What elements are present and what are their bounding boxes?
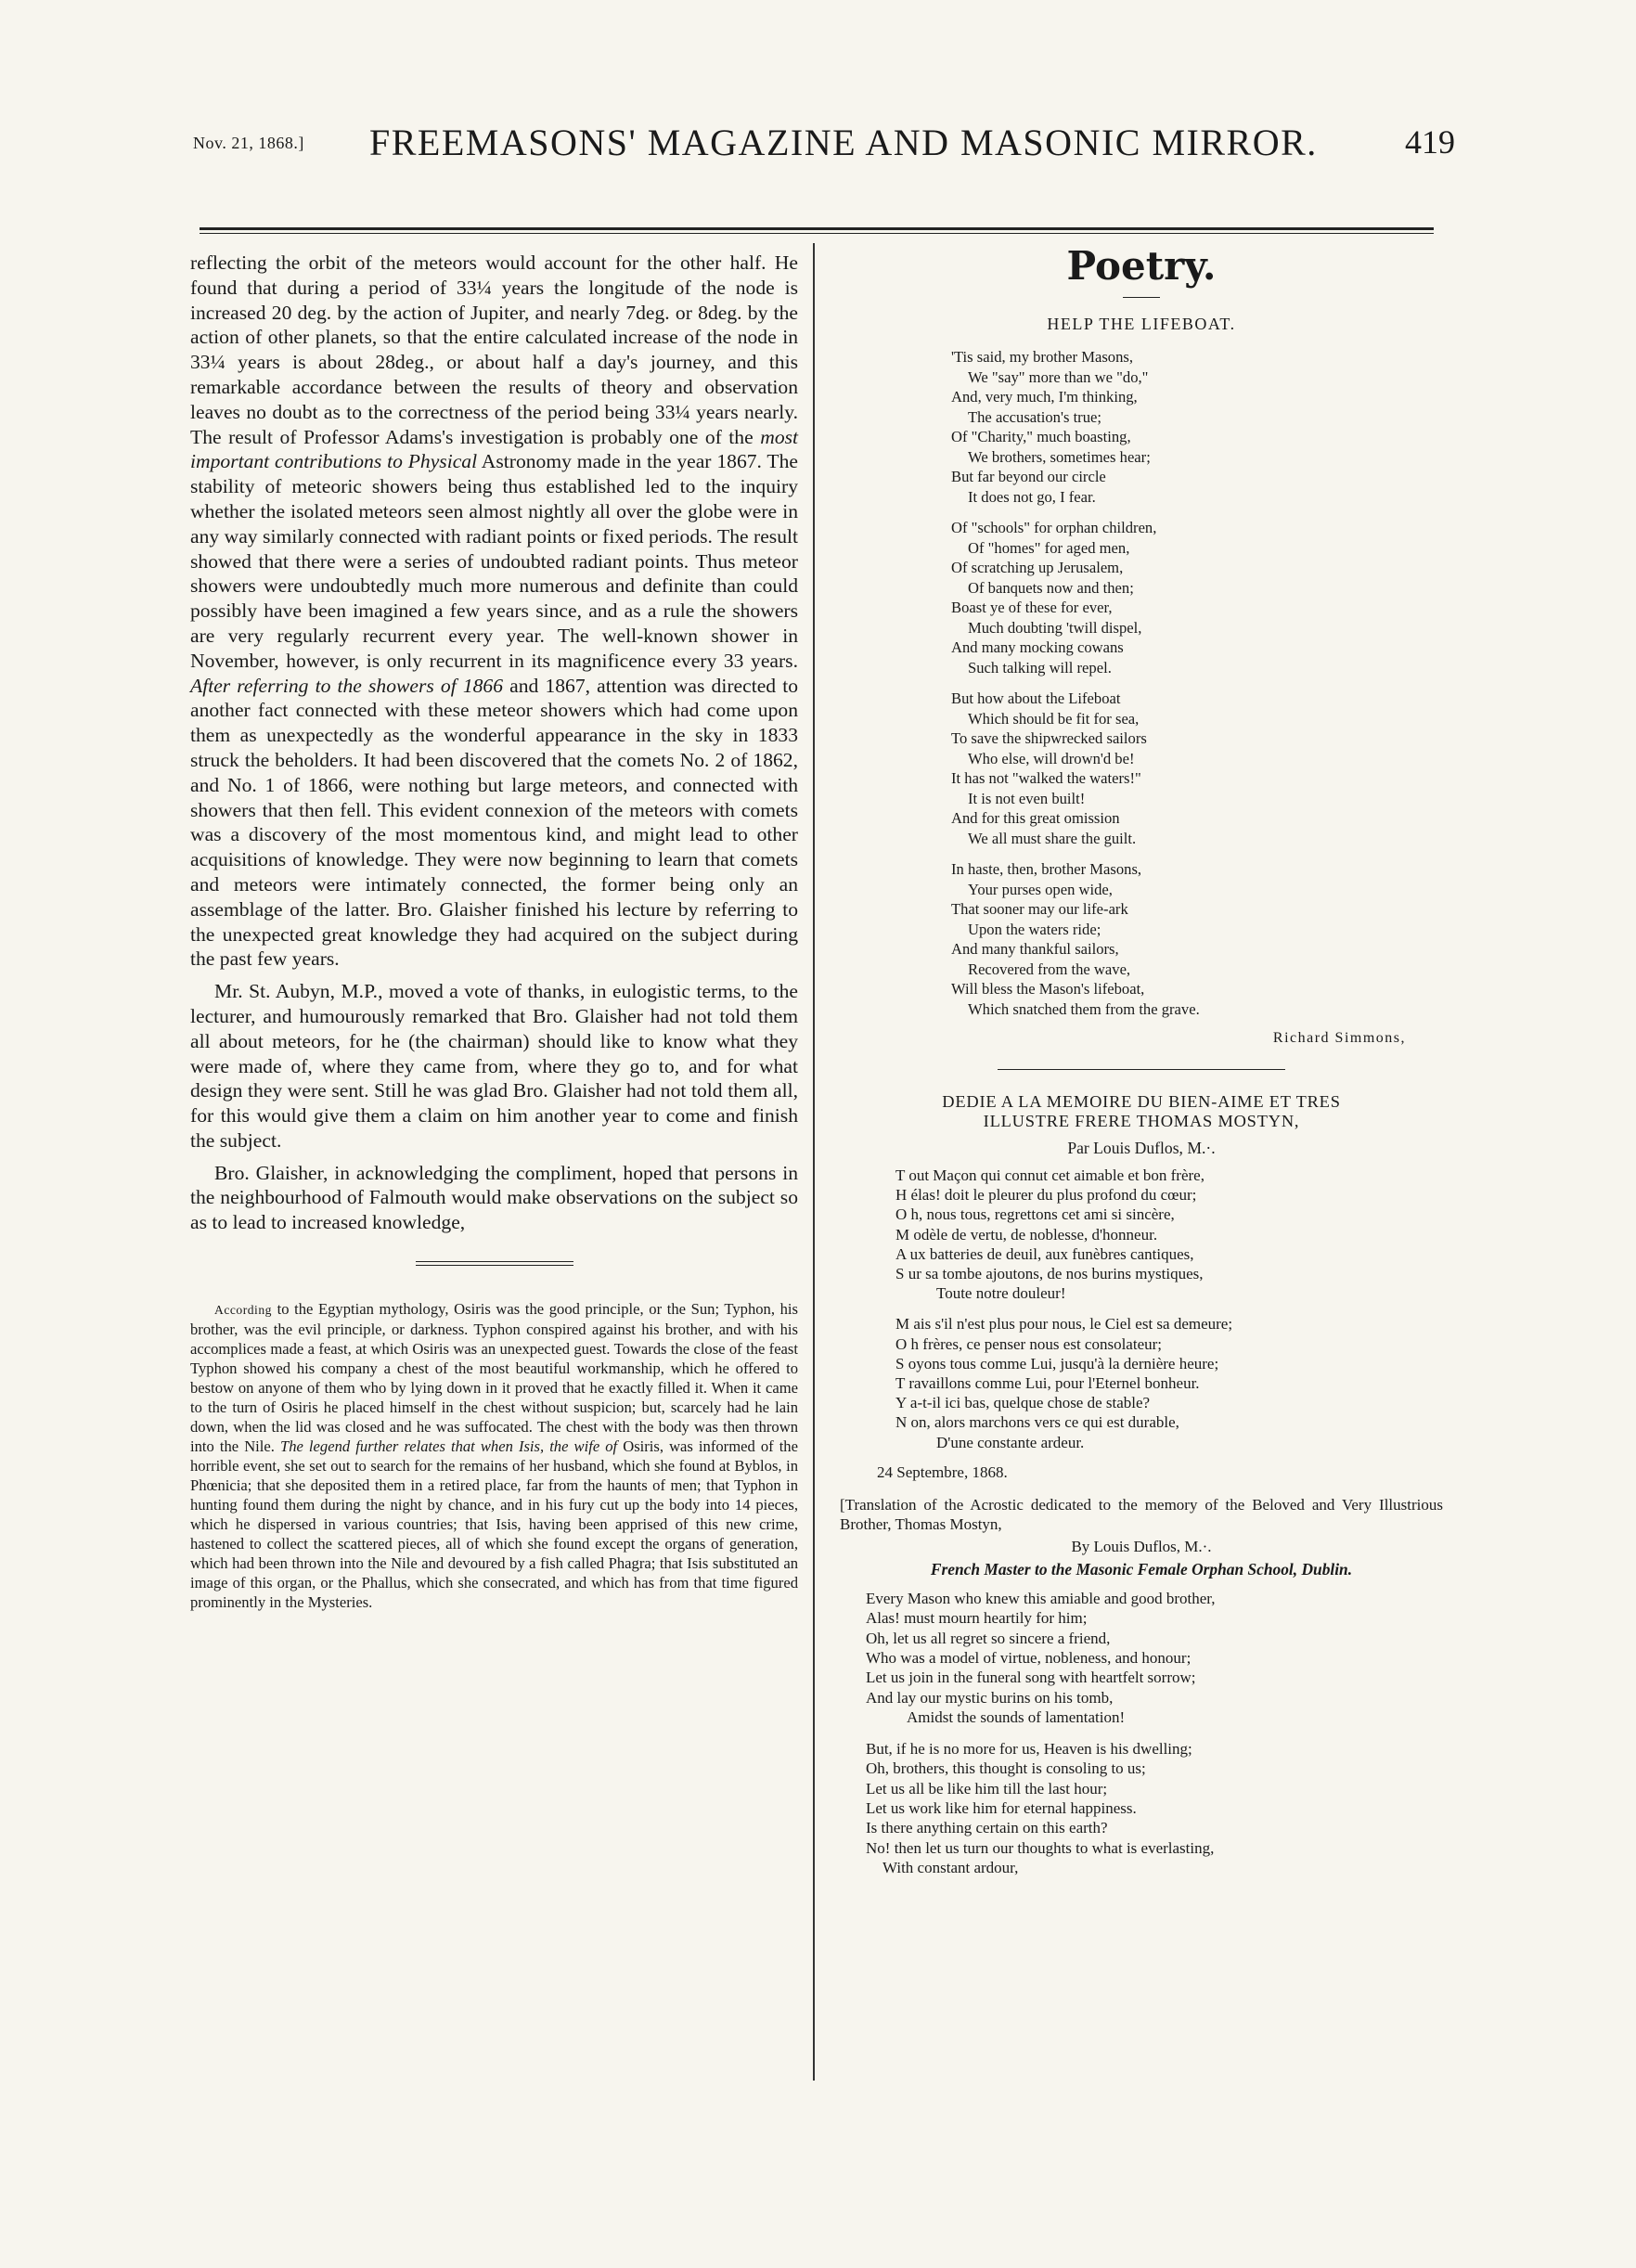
acrostic-line: M ais s'il n'est plus pour nous, le Ciel est sa demeure; — [895, 1315, 1233, 1334]
poem-line: And for this great omission — [951, 809, 1120, 827]
dedication-title-line-1: DEDIE A LA MEMOIRE DU BIEN-AIME ET TRES — [942, 1092, 1341, 1111]
osiris-article: According to the Egyptian mythology, Osiris was the good principle, or the Sun; Typhon, his brother, was the evil principle, or darkness. Typhon conspired against his brother, and with his accomplices made a feast, at which Osiris was an unexpected guest. Towards the close of the feast Typhon showed his company a chest of the most beautiful workmanship, which he offered to bestow on anyone of them who by lying down in it proved that he exactly filled it. When it came to the turn of Osiris he placed himself in the chest without suspicion; but, scarcely had he lain down, when the lid was closed and he was suffocated. The chest with the body was then thrown into the Nile. The legend further relates that when Isis, the wife of Osiris, was informed of the horrible event, she set out to search for the remains of her husband, which she found at Byblos, in Phœnicia; that she deposited them in a retired place, far from the haunts of men; that Typhon in hunting found them during the night by chance, and in his fury cut up the body into 14 pieces, which he dispersed in various countries; that Isis, having been apprised of this new crime, hastened to collect the scattered pieces, all of which she found except the organs of generation, which had been thrown into the Nile and devoured by a fish called Phagra; that Isis substituted an image of this organ, or the Phallus, which she consecrated, and which has from that time figured prominently in the Mysteries. — [190, 1300, 798, 1612]
translation-line: Alas! must mourn heartily for him; — [866, 1609, 1088, 1628]
poem-line: The accusation's true; — [968, 407, 1101, 426]
poem-line: It has not "walked the waters!" — [951, 769, 1141, 787]
poem-line: Who else, will drown'd be! — [968, 749, 1135, 767]
translation-author-role: French Master to the Masonic Female Orphan School, Dublin. — [930, 1559, 1353, 1579]
translation-line: Let us all be like him till the last hour; — [866, 1779, 1108, 1798]
poem-line: We brothers, sometimes hear; — [968, 447, 1151, 466]
acrostic-line: M odèle de vertu, de noblesse, d'honneur. — [895, 1225, 1158, 1244]
translation-line: And lay our mystic burins on his tomb, — [866, 1688, 1114, 1707]
translation-line: Oh, let us all regret so sincere a friend, — [866, 1629, 1111, 1647]
acrostic-line: H élas! doit le pleurer du plus profond du cœur; — [895, 1186, 1197, 1205]
poem-line: It is not even built! — [968, 789, 1086, 807]
poem-line: Of scratching up Jerusalem, — [951, 559, 1124, 576]
poem-line: Upon the waters ride; — [968, 920, 1101, 938]
lecture-paragraph-3: Bro. Glaisher, in acknowledging the compliment, hoped that persons in the neighbourhood of Falmouth would make observations on the subject so as to lead to increased knowledge, — [190, 1161, 798, 1234]
translation-author: By Louis Duflos, M.·. — [1071, 1537, 1212, 1555]
poem-title: HELP THE LIFEBOAT. — [1047, 315, 1236, 333]
lecture-paragraph-1: reflecting the orbit of the meteors would account for the other half. He found that during a period of 33¼ years the longitude of the node is increased 20 deg. by the action of Jupiter, and nearly 7deg. or 8deg. by the action of other planets, so that the entire calculated increase of the node in 33¼ years is about 28deg., or about half a day's journey, and this remarkable accordance between the results of theory and observation leaves no doubt as to the correctness of the period being 33¼ years nearly. The result of Professor Adams's investigation is probably one of the most important contributions to Physical Astronomy made in the year 1867. The stability of meteoric showers being thus established led to the inquiry whether the isolated meteors seen almost nightly all over the globe were in any way similarly connected with radiant points or fixed periods. The result showed that there were a series of undoubted radiant points. Thus meteor showers were undoubtedly much more numerous and definite than could possibly have been imagined a few years since, and as a rule the showers are very regularly recurrent every year. The well-known shower in November, however, is only recurrent in its magnificence every 33 years. After referring to the showers of 1866 and 1867, attention was directed to another fact connected with these meteor showers which had come upon them as unexpectedly as the wonderful appearance in the sky in 1833 struck the beholders. It had been discovered that the comets No. 2 of 1862, and No. 1 of 1866, were nothing but large meteors, and connected with showers that then fell. This evident connexion of the meteors with comets was a discovery of the most momentous kind, and might lead to other acquisitions of knowledge. They were now beginning to learn that comets and meteors were intimately connected, the former being only an assemblage of the latter. Bro. Glaisher finished his lecture by referring to the unexpected great knowledge they had acquired on the subject during the past few years. — [190, 251, 799, 971]
dedication-title-line-2: ILLUSTRE FRERE THOMAS MOSTYN, — [983, 1112, 1300, 1130]
acrostic-line: N on, alors marchons vers ce qui est durable, — [895, 1413, 1179, 1432]
translation-stanza-1 — [866, 1589, 1443, 1728]
acrostic-line: T ravaillons comme Lui, pour l'Eternel bonheur. — [895, 1374, 1200, 1393]
poem-line: Recovered from the wave, — [968, 960, 1131, 978]
column-divider — [813, 243, 815, 2081]
poem-line: Such talking will repel. — [968, 658, 1112, 677]
poem-line: Of banquets now and then; — [968, 578, 1134, 597]
masthead — [193, 121, 1455, 167]
poem-line: Boast ye of these for ever, — [951, 599, 1113, 616]
acrostic-stanza-1 — [895, 1166, 1443, 1303]
poem-line: Which snatched them from the grave. — [968, 999, 1200, 1018]
translation-line: Oh, brothers, this thought is consoling to us; — [866, 1759, 1146, 1778]
poem-line: But how about the Lifeboat — [951, 689, 1121, 707]
poem-line: Which should be fit for sea, — [968, 709, 1140, 728]
translation-line: Who was a model of virtue, nobleness, and honour; — [866, 1649, 1192, 1668]
translation-line: Let us work like him for eternal happiness. — [866, 1798, 1137, 1817]
translation-line: No! then let us turn our thoughts to what is everlasting, — [866, 1838, 1215, 1857]
poem-line: We all must share the guilt. — [968, 829, 1137, 847]
translation-intro: [Translation of the Acrostic dedicated to the memory of the Beloved and Very Illustrious Brother, Thomas Mostyn, — [840, 1495, 1443, 1533]
page-number: 419 — [1405, 123, 1455, 161]
issue-date: Nov. 21, 1868.] — [193, 134, 304, 152]
poetry-heading: Poetry. — [1066, 243, 1217, 289]
poem-line: Your purses open wide, — [968, 880, 1113, 898]
acrostic-line: O h frères, ce penser nous est consolateur; — [895, 1334, 1163, 1353]
poem-stanzas — [840, 347, 1443, 1019]
poem-stanza — [951, 518, 1443, 677]
poem-line: Of "schools" for orphan children, — [951, 519, 1157, 536]
acrostic-line: O h, nous tous, regrettons cet ami si sincère, — [895, 1205, 1175, 1224]
poem-line: We "say" more than we "do," — [968, 367, 1149, 386]
poem-line: Will bless the Mason's lifeboat, — [951, 980, 1145, 998]
poem-stanza — [951, 689, 1443, 848]
translation-line: Amidst the sounds of lamentation! — [907, 1708, 1126, 1727]
acrostic-line: A ux batteries de deuil, aux funèbres cantiques, — [895, 1244, 1194, 1263]
poem-line: And, very much, I'm thinking, — [951, 388, 1138, 406]
translation-line: Every Mason who knew this amiable and good brother, — [866, 1589, 1216, 1607]
left-column — [190, 251, 798, 1612]
poetry-rule — [1123, 297, 1160, 298]
poem-stanza — [951, 859, 1443, 1019]
translation-line: With constant ardour, — [882, 1859, 1019, 1877]
poem-stanza — [951, 347, 1443, 507]
poem-line: To save the shipwrecked sailors — [951, 729, 1147, 747]
translation-line: Let us join in the funeral song with heartfelt sorrow; — [866, 1669, 1196, 1687]
acrostic-stanza-2 — [895, 1314, 1443, 1451]
poem-line: Of "Charity," much boasting, — [951, 428, 1131, 445]
acrostic-line: T out Maçon qui connut cet aimable et bon frère, — [895, 1166, 1204, 1184]
section-separator — [416, 1261, 573, 1266]
poem-line: Of "homes" for aged men, — [968, 538, 1130, 557]
translation-stanza-2 — [866, 1739, 1443, 1878]
poem-line: But far beyond our circle — [951, 468, 1106, 485]
poem-line: That sooner may our life-ark — [951, 900, 1128, 918]
acrostic-line: S oyons tous comme Lui, jusqu'à la dernière heure; — [895, 1354, 1219, 1372]
acrostic-line: D'une constante ardeur. — [936, 1433, 1085, 1451]
poem-line: It does not go, I fear. — [968, 487, 1096, 506]
poem-line: In haste, then, brother Masons, — [951, 860, 1142, 878]
poem-line: 'Tis said, my brother Masons, — [951, 348, 1133, 366]
poetry-separator — [998, 1069, 1285, 1070]
magazine-title: FREEMASONS' MAGAZINE AND MASONIC MIRROR. — [369, 122, 1318, 163]
acrostic-line: Y a-t-il ici bas, quelque chose de stable? — [895, 1394, 1151, 1412]
poem-line: Much doubting 'twill dispel, — [968, 618, 1142, 637]
lecture-paragraph-2: Mr. St. Aubyn, M.P., moved a vote of thanks, in eulogistic terms, to the lecturer, and humourously remarked that Bro. Glaisher had not told them all about meteors, for he (the chairman) should like to know what they were made of, where they came from, where they go to, and for what design they were sent. Still he was glad Bro. Glaisher had not told them all, for this would give them a claim on him another year to come and finish the subject. — [190, 980, 798, 1152]
acrostic-line: S ur sa tombe ajoutons, de nos burins mystiques, — [895, 1265, 1204, 1283]
acrostic-line: Toute notre douleur! — [936, 1284, 1066, 1303]
dedication-author: Par Louis Duflos, M.·. — [1067, 1139, 1216, 1157]
header-rule-thin — [200, 233, 1434, 234]
poem-line: And many mocking cowans — [951, 638, 1124, 656]
poem-line: And many thankful sailors, — [951, 940, 1119, 958]
translation-line: But, if he is no more for us, Heaven is his dwelling; — [866, 1739, 1192, 1758]
header-rule-thick — [200, 227, 1434, 230]
acrostic-date: 24 Septembre, 1868. — [877, 1463, 1008, 1481]
right-column — [840, 243, 1443, 1889]
translation-line: Is there anything certain on this earth? — [866, 1819, 1108, 1837]
poem-signature: Richard Simmons, — [1272, 1030, 1406, 1046]
